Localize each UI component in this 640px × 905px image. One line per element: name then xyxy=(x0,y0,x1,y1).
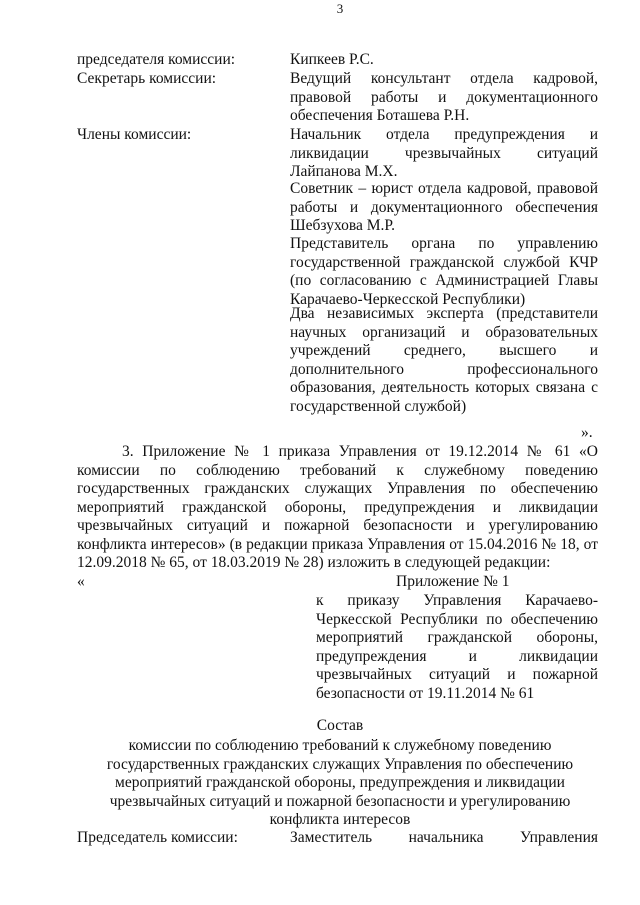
appendix-line: предупреждения и ликвидации xyxy=(316,647,598,665)
member-4-line: научных организаций и образовательных xyxy=(290,323,598,341)
secretary-line: правовой работы и документационного xyxy=(290,88,598,106)
item-3-paragraph xyxy=(77,443,598,573)
chair-label: Председатель комиссии: xyxy=(77,829,238,846)
member-3-line: государственной гражданской службой КЧР xyxy=(290,253,598,271)
member-2-line: работы и документационного обеспечения xyxy=(290,198,598,216)
appendix-line: Черкесской Республики по обеспечению xyxy=(316,610,598,628)
secretary-label: Секретарь комиссии: xyxy=(77,70,217,87)
composition-title-block xyxy=(40,737,640,830)
appendix-block xyxy=(316,592,598,703)
secretary-line: обеспечения Боташева Р.Н. xyxy=(290,107,470,124)
appendix-line: к приказу Управления Карачаево- xyxy=(316,592,598,609)
member-4-line: государственной службой) xyxy=(290,397,467,415)
secretary-value xyxy=(290,70,598,126)
member-2-line: Шебзухова М.Р. xyxy=(290,217,395,234)
member-3-line: (по согласованию с Администрацией Главы xyxy=(290,272,598,289)
composition-title-line: чрезвычайных ситуаций и пожарной безопасности и урегулированию xyxy=(109,792,571,810)
member-4 xyxy=(290,305,598,416)
secretary-line: Ведущий консультант отдела кадровой, xyxy=(290,70,598,87)
item-3-line: комиссии по соблюдению требований к служебному поведению xyxy=(77,461,598,479)
member-4-line: дополнительного профессионального xyxy=(290,360,598,378)
members-label: Члены комиссии: xyxy=(77,126,192,143)
member-1 xyxy=(290,126,598,182)
chair-value: Заместитель начальника Управления xyxy=(290,829,598,846)
item-3-line: чрезвычайных ситуаций и пожарной безопасности и урегулированию xyxy=(77,517,598,534)
appendix-title: Приложение № 1 xyxy=(396,573,510,590)
appendix-line: мероприятий гражданской обороны, xyxy=(316,629,598,646)
chair-tail-value: Кипкеев Р.С. xyxy=(290,51,374,68)
composition-title-line: государственных гражданских служащих Управления по обеспечению xyxy=(106,755,574,773)
composition-title-line: конфликта интересов xyxy=(269,811,411,828)
item-3-line: государственных гражданских служащих Управления по обеспечению xyxy=(77,480,598,497)
member-4-line: Два независимых эксперта (представители xyxy=(290,305,598,322)
item-3-line: 12.09.2018 № 65, от 18.03.2019 № 28) изложить в следующей редакции: xyxy=(77,554,551,571)
member-3-line: Представитель органа по управлению xyxy=(290,235,598,252)
member-3 xyxy=(290,235,598,309)
appendix-line: чрезвычайных ситуаций и пожарной xyxy=(316,666,598,683)
member-2 xyxy=(290,180,598,236)
member-3-line: Карачаево-Черкесской Республики) xyxy=(290,290,526,308)
item-3-line: 3. Приложение № 1 приказа Управления от 19.12.2014 № 61 «О xyxy=(122,443,598,460)
open-quote: « xyxy=(77,573,85,590)
chair-value-block xyxy=(290,829,598,848)
chair-tail-label: председателя комиссии: xyxy=(77,51,236,68)
member-4-line: учреждений среднего, высшего и xyxy=(290,342,598,359)
member-2-line: Советник – юрист отдела кадровой, правовой xyxy=(290,180,598,197)
page-number: 3 xyxy=(336,1,344,16)
item-3-line: мероприятий гражданской обороны, предупреждения и ликвидации xyxy=(77,498,598,516)
composition-title-line: мероприятий гражданской обороны, предупреждения и ликвидации xyxy=(115,774,565,791)
composition-heading-block xyxy=(40,717,640,736)
member-1-line: Лайпанова М.Х. xyxy=(290,163,398,180)
appendix-line: безопасности от 19.11.2014 № 61 xyxy=(316,684,535,702)
composition-title-line: комиссии по соблюдению требований к служебному поведению xyxy=(128,737,552,754)
composition-heading: Состав xyxy=(316,717,364,734)
member-1-line: ликвидации чрезвычайных ситуаций xyxy=(290,144,598,162)
item-3-line: конфликта интересов» (в редакции приказа Управления от 15.04.2016 № 18, от xyxy=(77,535,598,553)
member-1-line: Начальник отдела предупреждения и xyxy=(290,126,598,143)
member-4-line: образования, деятельность которых связана с xyxy=(290,379,598,396)
closing-quote: ». xyxy=(581,424,593,441)
